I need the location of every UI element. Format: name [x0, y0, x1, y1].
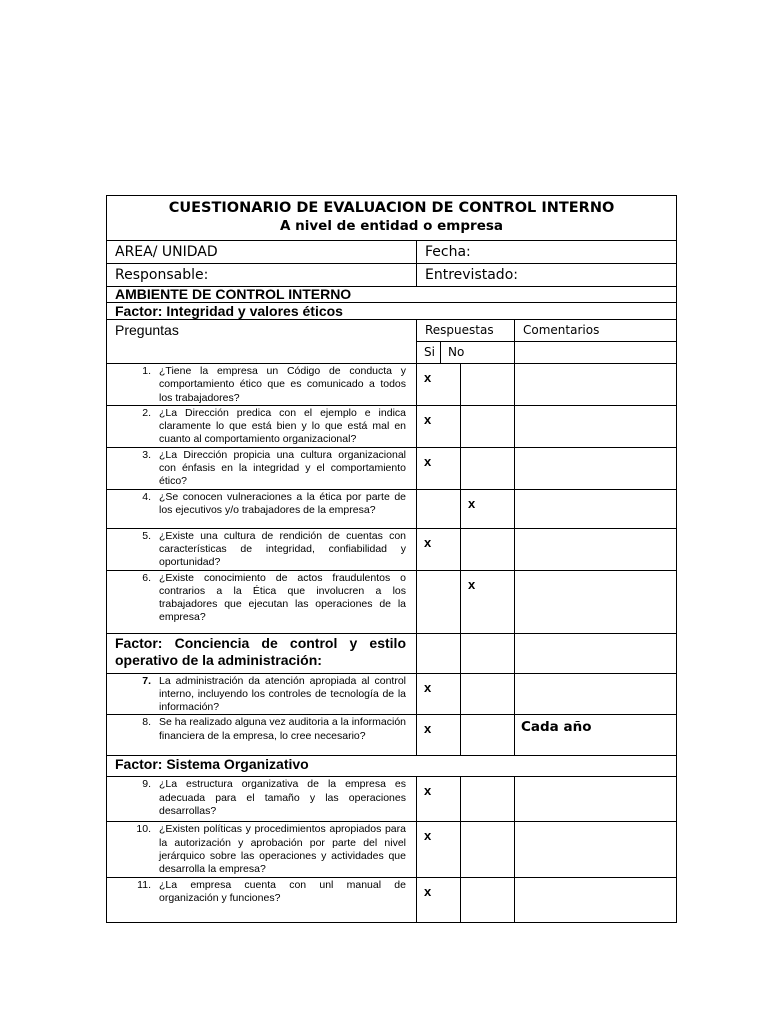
question-number: 3.	[142, 448, 151, 461]
questionnaire-sheet	[106, 195, 676, 923]
question-cell	[107, 447, 417, 489]
factor-heading-2: Factor: Conciencia de control y estilo operativo de la administración:	[107, 633, 417, 673]
question-row	[107, 715, 677, 756]
question-row	[107, 673, 677, 715]
comment-cell	[515, 673, 677, 715]
no-answer	[461, 822, 515, 877]
question-number: 1.	[142, 365, 151, 377]
no-answer	[461, 777, 515, 822]
question-cell	[107, 777, 417, 822]
question-number: 11.	[137, 878, 151, 891]
comment-cell	[515, 364, 677, 406]
title-cell	[107, 196, 677, 241]
comment-cell	[515, 570, 677, 633]
no-answer	[461, 405, 515, 447]
factor-1-questions	[107, 364, 677, 634]
question-number: 10.	[136, 823, 151, 836]
section-heading: AMBIENTE DE CONTROL INTERNO	[107, 287, 677, 303]
si-answer	[417, 489, 461, 528]
factor-heading-3: Factor: Sistema Organizativo	[107, 756, 677, 777]
comentarios-header: Comentarios	[515, 320, 677, 342]
question-text: ¿La empresa cuenta con unl manual de organización y funciones?	[159, 878, 406, 904]
no-answer: x	[461, 570, 515, 633]
question-row	[107, 877, 677, 922]
si-answer: x	[417, 405, 461, 447]
comentarios-subheader	[515, 342, 677, 364]
question-number: 7.	[142, 674, 151, 687]
question-row	[107, 447, 677, 489]
no-answer	[461, 715, 515, 756]
document-title: CUESTIONARIO DE EVALUACION DE CONTROL INTERNO	[168, 200, 615, 216]
si-answer: x	[417, 673, 461, 715]
question-text: ¿Existe conocimiento de actos fraudulentos o contrarios a la Ética que involucren a los trabajadores que ejecutan las operaciones de la empresa?	[159, 571, 406, 624]
comment-cell	[515, 877, 677, 922]
question-text: ¿Existe una cultura de rendición de cuentas con características de integridad, confiabilidad y oportunidad?	[159, 529, 406, 569]
question-number: 8.	[142, 716, 151, 729]
question-cell	[107, 489, 417, 528]
comment-cell	[515, 528, 677, 570]
preguntas-header: Preguntas	[107, 320, 417, 364]
question-cell	[107, 877, 417, 922]
document-subtitle: A nivel de entidad o empresa	[280, 218, 503, 234]
responsable-cell: Responsable:	[107, 264, 417, 287]
question-row	[107, 777, 677, 822]
no-answer	[461, 673, 515, 715]
question-row	[107, 570, 677, 633]
question-text: ¿Se conocen vulneraciones a la ética por parte de los ejecutivos y/o trabajadores de la empresa?	[159, 490, 406, 516]
si-answer: x	[417, 715, 461, 756]
comment-cell	[515, 777, 677, 822]
question-number: 4.	[142, 490, 151, 503]
question-number: 5.	[142, 529, 151, 542]
si-answer: x	[417, 877, 461, 922]
question-row	[107, 822, 677, 877]
question-row	[107, 405, 677, 447]
question-text: ¿La Dirección predica con el ejemplo e indica claramente lo que está bien y lo que está mal en cuanto al comportamiento organizacional?	[159, 406, 406, 446]
question-cell	[107, 822, 417, 877]
questionnaire-table	[106, 195, 677, 923]
si-answer: x	[417, 777, 461, 822]
si-answer	[417, 570, 461, 633]
question-number: 9.	[142, 778, 151, 791]
question-cell	[107, 570, 417, 633]
question-text: ¿La Dirección propicia una cultura organizacional con énfasis en la integridad y el comportamiento ético?	[159, 448, 406, 488]
area-unidad-cell: AREA/ UNIDAD	[107, 241, 417, 264]
question-text: ¿Existen políticas y procedimientos apropiados para la autorización y aprobación por parte del nivel jerárquico sobre las operaciones y actividades que desarrolla la empresa?	[159, 823, 406, 876]
entrevistado-cell: Entrevistado:	[417, 264, 677, 287]
no-header: No	[441, 342, 515, 364]
question-number: 2.	[142, 406, 151, 419]
question-cell	[107, 364, 417, 406]
question-text: La administración da atención apropiada al control interno, incluyendo los controles de tecnología de la información?	[159, 674, 406, 714]
respuestas-header: Respuestas	[417, 320, 515, 342]
question-cell	[107, 528, 417, 570]
question-row	[107, 528, 677, 570]
no-answer	[461, 447, 515, 489]
question-row	[107, 364, 677, 406]
question-cell	[107, 673, 417, 715]
question-text: ¿La estructura organizativa de la empresa es adecuada para el tamaño y las operaciones desarrollas?	[159, 778, 406, 818]
factor-heading-1: Factor: Integridad y valores éticos	[107, 303, 677, 320]
si-answer: x	[417, 364, 461, 406]
si-header: Si	[417, 342, 441, 364]
question-number: 6.	[142, 571, 151, 584]
question-text: ¿Tiene la empresa un Código de conducta y comportamiento ético que es comunicado a todos los trabajadores?	[159, 365, 406, 404]
question-cell	[107, 405, 417, 447]
si-answer: x	[417, 528, 461, 570]
question-cell	[107, 715, 417, 756]
factor-3-questions	[107, 777, 677, 922]
fecha-cell: Fecha:	[417, 241, 677, 264]
no-answer: x	[461, 489, 515, 528]
no-answer	[461, 528, 515, 570]
comment-cell	[515, 822, 677, 877]
comment-cell: Cada año	[515, 715, 677, 756]
comment-cell	[515, 489, 677, 528]
comment-cell	[515, 405, 677, 447]
comment-cell	[515, 447, 677, 489]
question-row	[107, 489, 677, 528]
si-answer: x	[417, 447, 461, 489]
factor-2-questions	[107, 673, 677, 756]
no-answer	[461, 364, 515, 406]
no-answer	[461, 877, 515, 922]
question-text: Se ha realizado alguna vez auditoria a la información financiera de la empresa, lo cree necesario?	[159, 716, 406, 742]
si-answer: x	[417, 822, 461, 877]
